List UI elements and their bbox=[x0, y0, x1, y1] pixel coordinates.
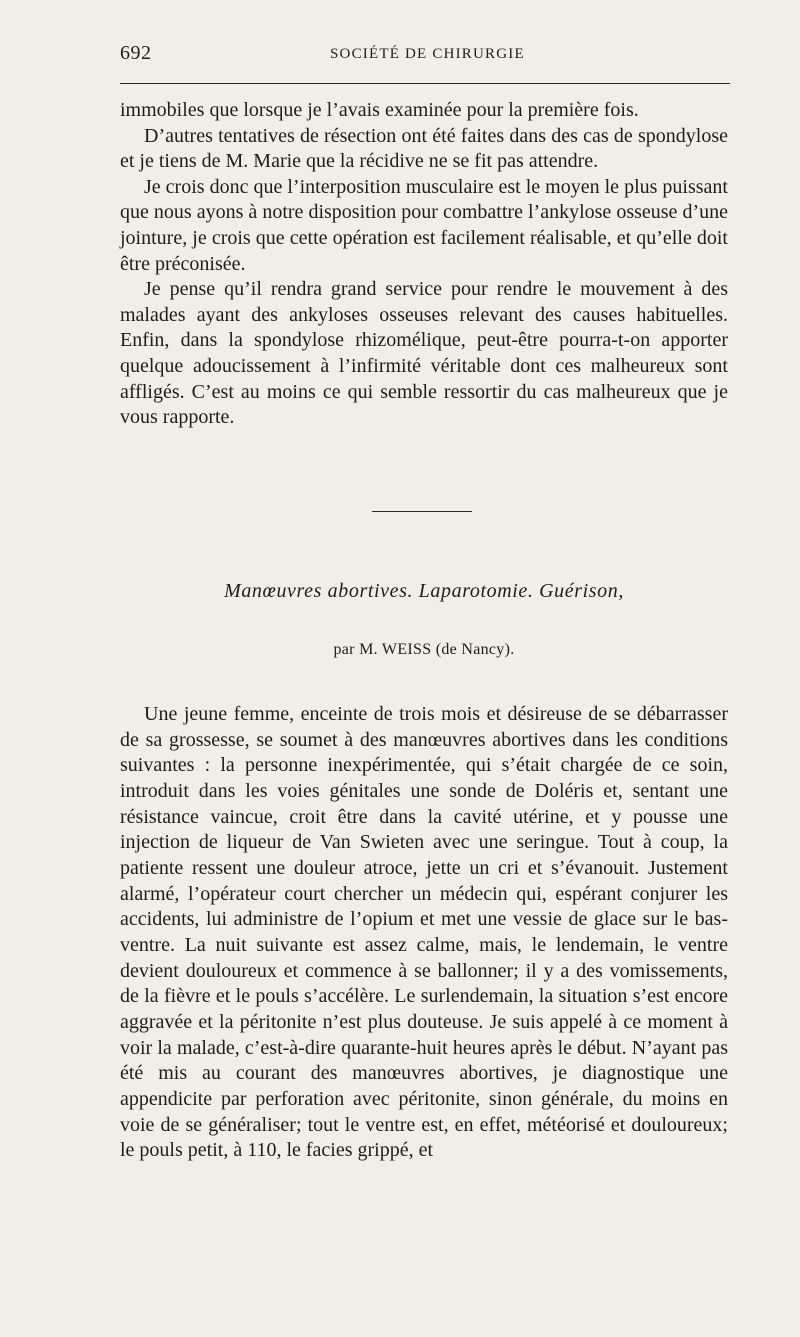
section-separator bbox=[372, 511, 472, 512]
paragraph: Une jeune femme, enceinte de trois mois et désireuse de se débarrasser de sa grossesse, se soumet à des manœuvres abortives dans les conditions suivantes : la personne inexpérimentée, qui s’était chargée de ce soin, introduit dans les voies génitales une sonde de Doléris et, sentant une résistance vaincue, croit être dans la cavité utérine, et y pousse une injection de liqueur de Van Swieten avec une seringue. Tout à coup, la patiente ressent une douleur atroce, jette un cri et s’évanouit. Justement alarmé, l’opérateur court chercher un médecin qui, espérant conjurer les accidents, lui administre de l’opium et met une vessie de glace sur le bas-ventre. La nuit suivante est assez calme, mais, le lendemain, le ventre devient douloureux et commence à se ballonner; il y a des vomissements, de la fièvre et le pouls s’accélère. Le surlendemain, la situation s’est encore aggravée et la péritonite n’est plus douteuse. Je suis appelé à ce moment à voir la malade, c’est-à-dire quarante-huit heures après le début. N’ayant pas été mis au courant des manœuvres abortives, je diagnostique une appendicite par perforation avec péritonite, sinon générale, du moins en voie de se généraliser; tout le ventre est, en effet, météorisé et douloureux; le pouls petit, à 110, le facies grippé, et bbox=[120, 703, 728, 1162]
intro-text bbox=[120, 98, 728, 431]
page-number: 692 bbox=[120, 42, 152, 64]
paragraph: Je pense qu’il rendra grand service pour rendre le mouvement à des malades ayant des ankyloses osseuses relevant des causes habituelles. Enfin, dans la spondylose rhizomélique, peut-être pourra-t-on apporter quelque adoucissement à l’infirmité véritable dont ces malheureux sont affligés. C’est au moins ce qui semble ressortir du cas malheureux que je vous rapporte. bbox=[120, 278, 728, 429]
paragraph: immobiles que lorsque je l’avais examinée pour la première fois. bbox=[120, 99, 639, 121]
article-author: par M. WEISS (de Nancy). bbox=[333, 641, 515, 658]
article-body bbox=[120, 702, 728, 1164]
paragraph: D’autres tentatives de résection ont été faites dans des cas de spondylose et je tiens de M. Marie que la récidive ne se fit pas attendre. bbox=[120, 124, 728, 173]
article-title: Manœuvres abortives. Laparotomie. Guérison, bbox=[224, 580, 624, 602]
header-rule bbox=[120, 83, 730, 84]
paragraph: Je crois donc que l’interposition musculaire est le moyen le plus puissant que nous ayons à notre disposition pour combattre l’ankylose osseuse d’une jointure, je crois que cette opération est facilement réalisable, et qu’elle doit être préconisée. bbox=[120, 175, 728, 275]
running-title: SOCIÉTÉ DE CHIRURGIE bbox=[330, 46, 525, 62]
